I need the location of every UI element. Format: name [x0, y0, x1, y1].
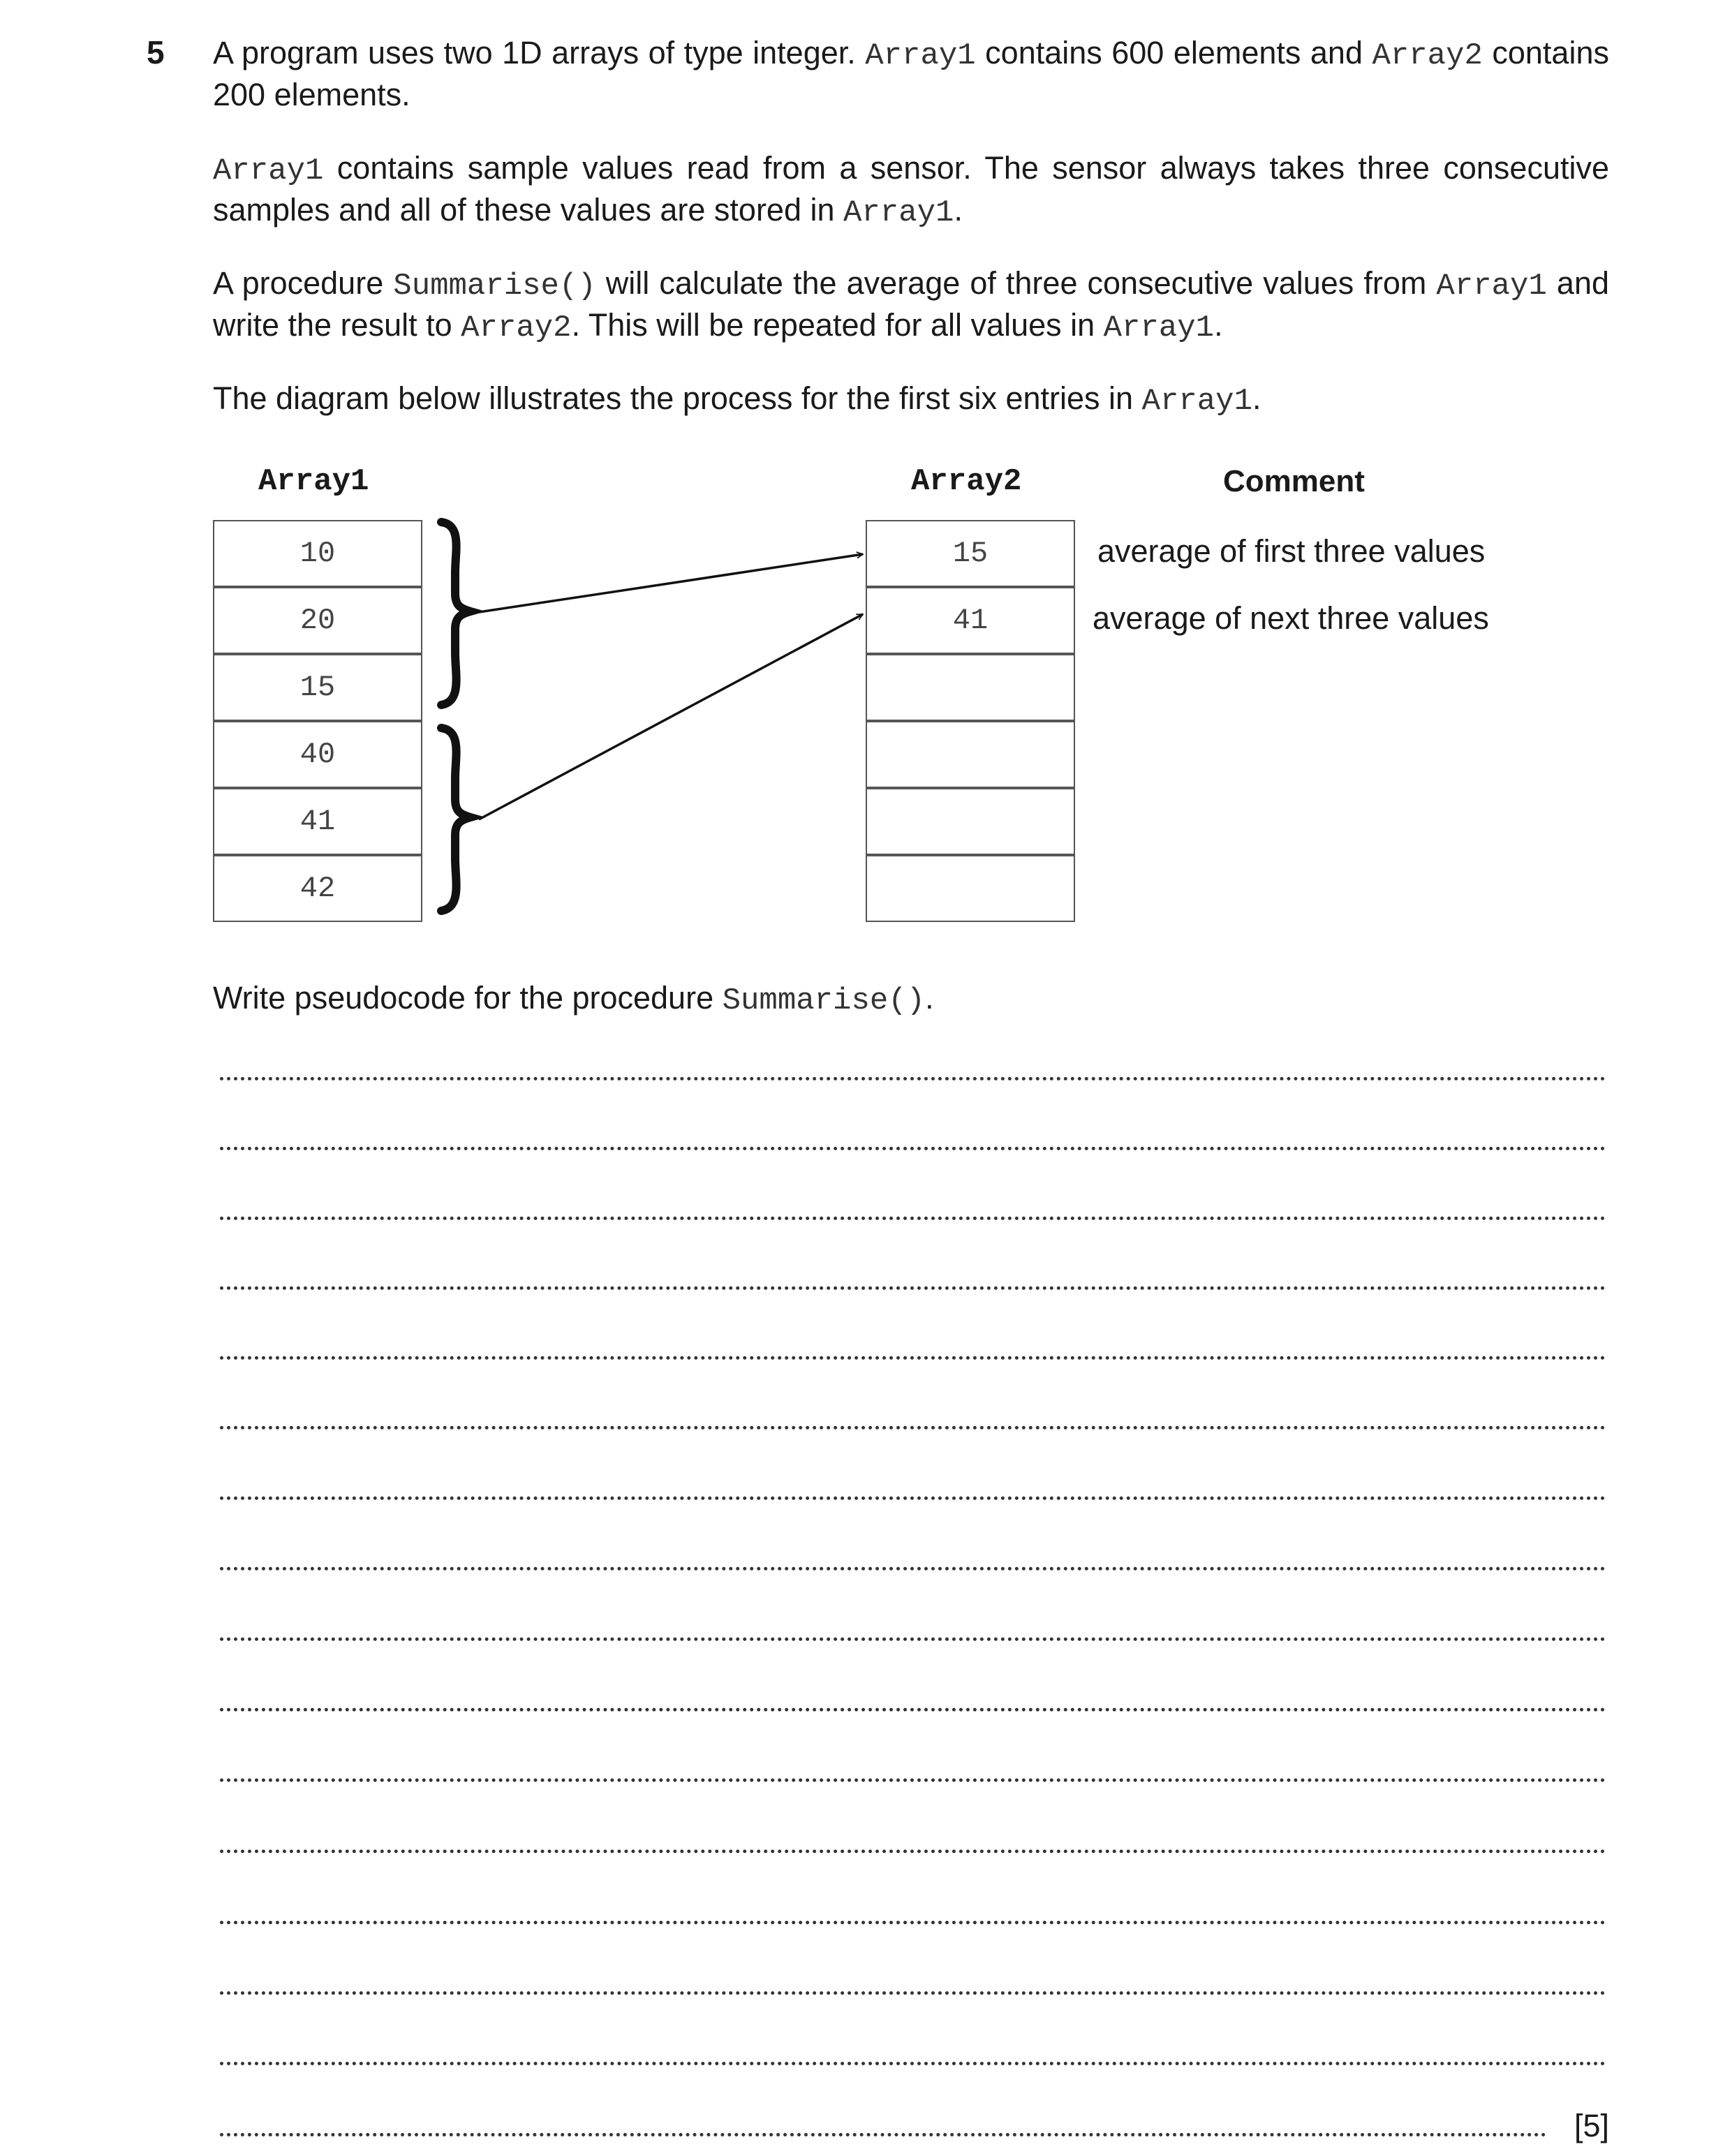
- answer-line[interactable]: [220, 2062, 1606, 2065]
- answer-line[interactable]: [220, 1567, 1606, 1570]
- marks-label: [5]: [1574, 2108, 1609, 2143]
- answer-line[interactable]: [220, 1637, 1606, 1641]
- answer-line[interactable]: [220, 1921, 1606, 1924]
- procedure-paragraph: A procedure Summarise() will calculate the average of three consecutive values from Array1 and write the result to Array2. This will be repeated for all values in Array1.: [213, 265, 1609, 345]
- answer-line[interactable]: [220, 1147, 1606, 1150]
- code-array2: Array2: [1372, 38, 1483, 73]
- comment-next: average of next three values: [1093, 600, 1489, 636]
- answer-line[interactable]: [220, 1077, 1606, 1080]
- array2-header: Array2: [911, 464, 1022, 499]
- code-array1: Array1: [865, 38, 976, 73]
- answer-line[interactable]: [220, 1217, 1606, 1220]
- array1-header: Array1: [258, 464, 369, 499]
- comment-header: Comment: [1223, 464, 1365, 498]
- code-array1: Array1: [843, 195, 954, 230]
- array2-cell: 15: [866, 520, 1075, 587]
- brace-icon: [441, 522, 471, 705]
- answer-line[interactable]: [220, 1850, 1606, 1853]
- array1-cell: 15: [213, 654, 422, 721]
- array1-cell: 10: [213, 520, 422, 587]
- code-array1: Array1: [1103, 311, 1215, 345]
- arrow-icon: [479, 614, 863, 819]
- code-array2: Array2: [461, 311, 572, 345]
- comment-first: average of first three values: [1097, 533, 1486, 569]
- answer-line[interactable]: [220, 1496, 1606, 1500]
- code-array1: Array1: [1141, 384, 1252, 419]
- code-array1: Array1: [213, 154, 324, 188]
- array1-cell: 20: [213, 587, 422, 654]
- code-summarise: Summarise(): [722, 983, 926, 1018]
- diagram-intro: The diagram below illustrates the process for the first six entries in Array1.: [213, 380, 1261, 419]
- brace-icon: [441, 728, 471, 911]
- array1-cell: 40: [213, 721, 422, 788]
- array1-cell: 41: [213, 788, 422, 855]
- code-array1: Array1: [1436, 269, 1547, 304]
- sensor-paragraph: Array1 contains sample values read from a sensor. The sensor always takes three consecutive samples and all of these values are stored in Array1.: [213, 150, 1609, 230]
- answer-line[interactable]: [220, 2133, 1546, 2136]
- answer-line[interactable]: [220, 1778, 1606, 1782]
- question-number: 5: [147, 34, 165, 70]
- answer-line[interactable]: [220, 1991, 1606, 1995]
- code-summarise: Summarise(): [393, 269, 596, 304]
- answer-line[interactable]: [220, 1356, 1606, 1360]
- answer-line[interactable]: [220, 1426, 1606, 1429]
- array2-cell: 41: [866, 587, 1075, 654]
- task-instruction: Write pseudocode for the procedure Summarise().: [213, 980, 934, 1018]
- array1-cell: 42: [213, 855, 422, 922]
- arrow-icon: [479, 554, 863, 612]
- answer-line[interactable]: [220, 1708, 1606, 1711]
- answer-line[interactable]: [220, 1286, 1606, 1290]
- intro-paragraph: A program uses two 1D arrays of type integer. Array1 contains 600 elements and Array2 contains 200 elements.: [213, 35, 1609, 112]
